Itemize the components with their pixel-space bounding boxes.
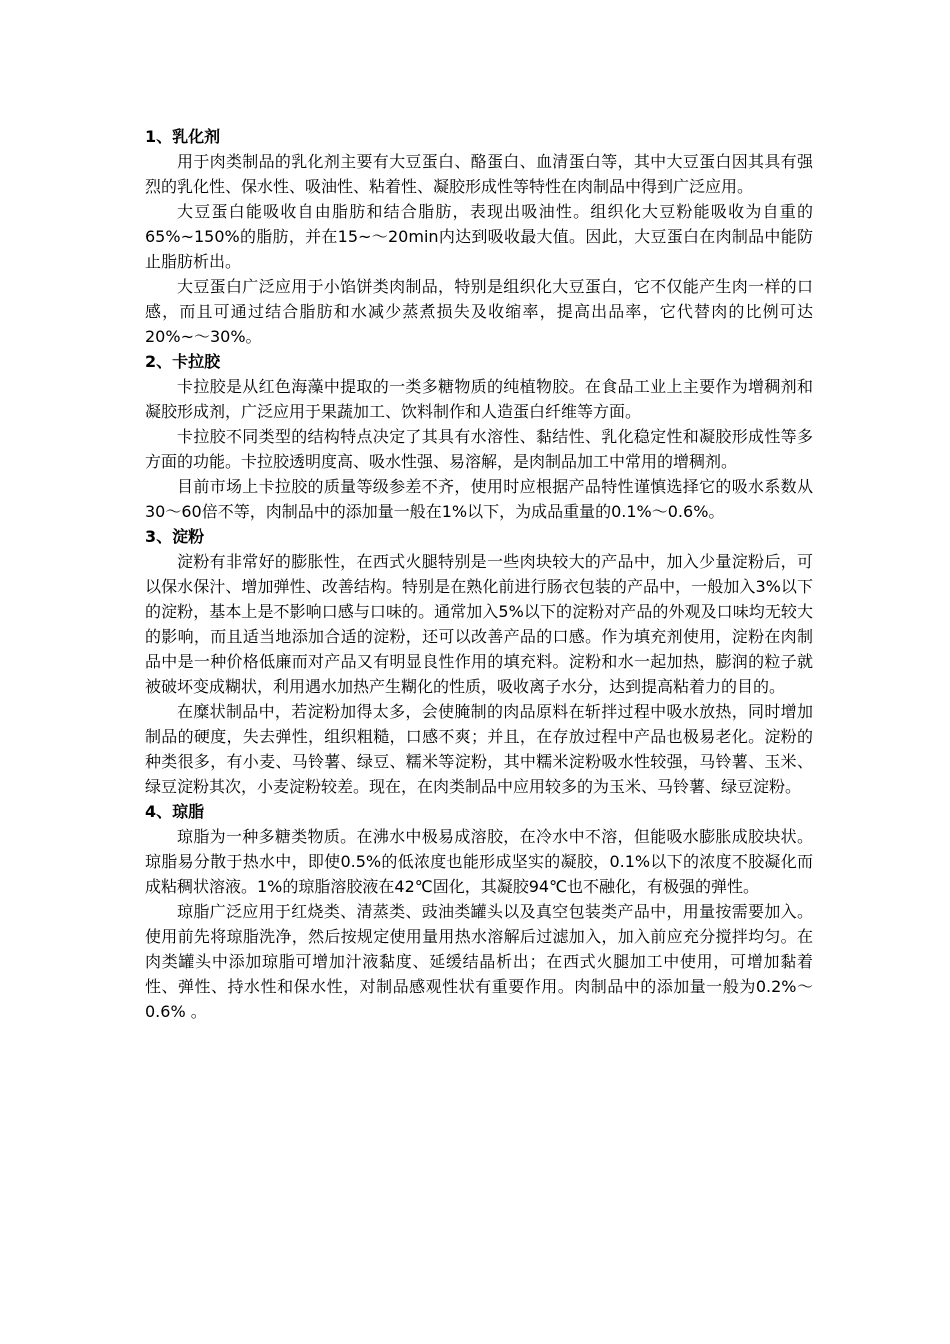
section-agar [145, 799, 813, 1024]
section-heading: 4、琼脂 [145, 802, 205, 821]
paragraph: 琼脂广泛应用于红烧类、清蒸类、豉油类罐头以及真空包装类产品中，用量按需要加入。使用前先将琼脂洗净，然后按规定使用量用热水溶解后过滤加入，加入前应充分搅拌均匀。在肉类罐头中添加琼脂可增加汁液黏度、延缓结晶析出；在西式火腿加工中使用，可增加黏着性、弹性、持水性和保水性，对制品感观性状有重要作用。肉制品中的添加量一般为0.2%～0.6% 。 [145, 902, 813, 1021]
paragraph: 卡拉胶是从红色海藻中提取的一类多糖物质的纯植物胶。在食品工业上主要作为增稠剂和凝胶形成剂，广泛应用于果蔬加工、饮料制作和人造蛋白纤维等方面。 [145, 377, 813, 421]
paragraph: 目前市场上卡拉胶的质量等级参差不齐，使用时应根据产品特性谨慎选择它的吸水系数从30～60倍不等，肉制品中的添加量一般在1%以下，为成品重量的0.1%～0.6%。 [145, 477, 813, 521]
section-heading: 2、卡拉胶 [145, 352, 221, 371]
section-heading: 3、淀粉 [145, 527, 205, 546]
section-starch [145, 524, 813, 799]
paragraph: 用于肉类制品的乳化剂主要有大豆蛋白、酪蛋白、血清蛋白等，其中大豆蛋白因其具有强烈的乳化性、保水性、吸油性、粘着性、凝胶形成性等特性在肉制品中得到广泛应用。 [145, 152, 813, 196]
section-heading: 1、乳化剂 [145, 127, 221, 146]
section-carrageenan [145, 349, 813, 524]
paragraph: 卡拉胶不同类型的结构特点决定了其具有水溶性、黏结性、乳化稳定性和凝胶形成性等多方面的功能。卡拉胶透明度高、吸水性强、易溶解，是肉制品加工中常用的增稠剂。 [145, 427, 813, 471]
paragraph: 淀粉有非常好的膨胀性，在西式火腿特别是一些肉块较大的产品中，加入少量淀粉后，可以保水保汁、增加弹性、改善结构。特别是在熟化前进行肠衣包装的产品中，一般加入3%以下的淀粉，基本上是不影响口感与口味的。通常加入5%以下的淀粉对产品的外观及口味均无较大的影响，而且适当地添加合适的淀粉，还可以改善产品的口感。作为填充剂使用，淀粉在肉制品中是一种价格低廉而对产品又有明显良性作用的填充料。淀粉和水一起加热，膨润的粒子就被破坏变成糊状，利用遇水加热产生糊化的性质，吸收离子水分，达到提高粘着力的目的。 [145, 552, 813, 696]
section-emulsifier [145, 124, 813, 349]
document-body [145, 124, 813, 1024]
paragraph: 大豆蛋白能吸收自由脂肪和结合脂肪，表现出吸油性。组织化大豆粉能吸收为自重的65%~150%的脂肪，并在15~～20min内达到吸收最大值。因此，大豆蛋白在肉制品中能防止脂肪析出。 [145, 202, 813, 271]
paragraph: 琼脂为一种多糖类物质。在沸水中极易成溶胶，在冷水中不溶，但能吸水膨胀成胶块状。琼脂易分散于热水中，即使0.5%的低浓度也能形成坚实的凝胶，0.1%以下的浓度不胶凝化而成粘稠状溶液。1%的琼脂溶胶液在42℃固化，其凝胶94℃也不融化，有极强的弹性。 [145, 827, 813, 896]
paragraph: 大豆蛋白广泛应用于小馅饼类肉制品，特别是组织化大豆蛋白，它不仅能产生肉一样的口感，而且可通过结合脂肪和水减少蒸煮损失及收缩率，提高出品率，它代替肉的比例可达20%~～30%。 [145, 277, 813, 346]
paragraph: 在糜状制品中，若淀粉加得太多，会使腌制的肉品原料在斩拌过程中吸水放热，同时增加制品的硬度，失去弹性，组织粗糙，口感不爽；并且，在存放过程中产品也极易老化。淀粉的种类很多，有小麦、马铃薯、绿豆、糯米等淀粉，其中糯米淀粉吸水性较强，马铃薯、玉米、绿豆淀粉其次，小麦淀粉较差。现在，在肉类制品中应用较多的为玉米、马铃薯、绿豆淀粉。 [145, 702, 813, 796]
